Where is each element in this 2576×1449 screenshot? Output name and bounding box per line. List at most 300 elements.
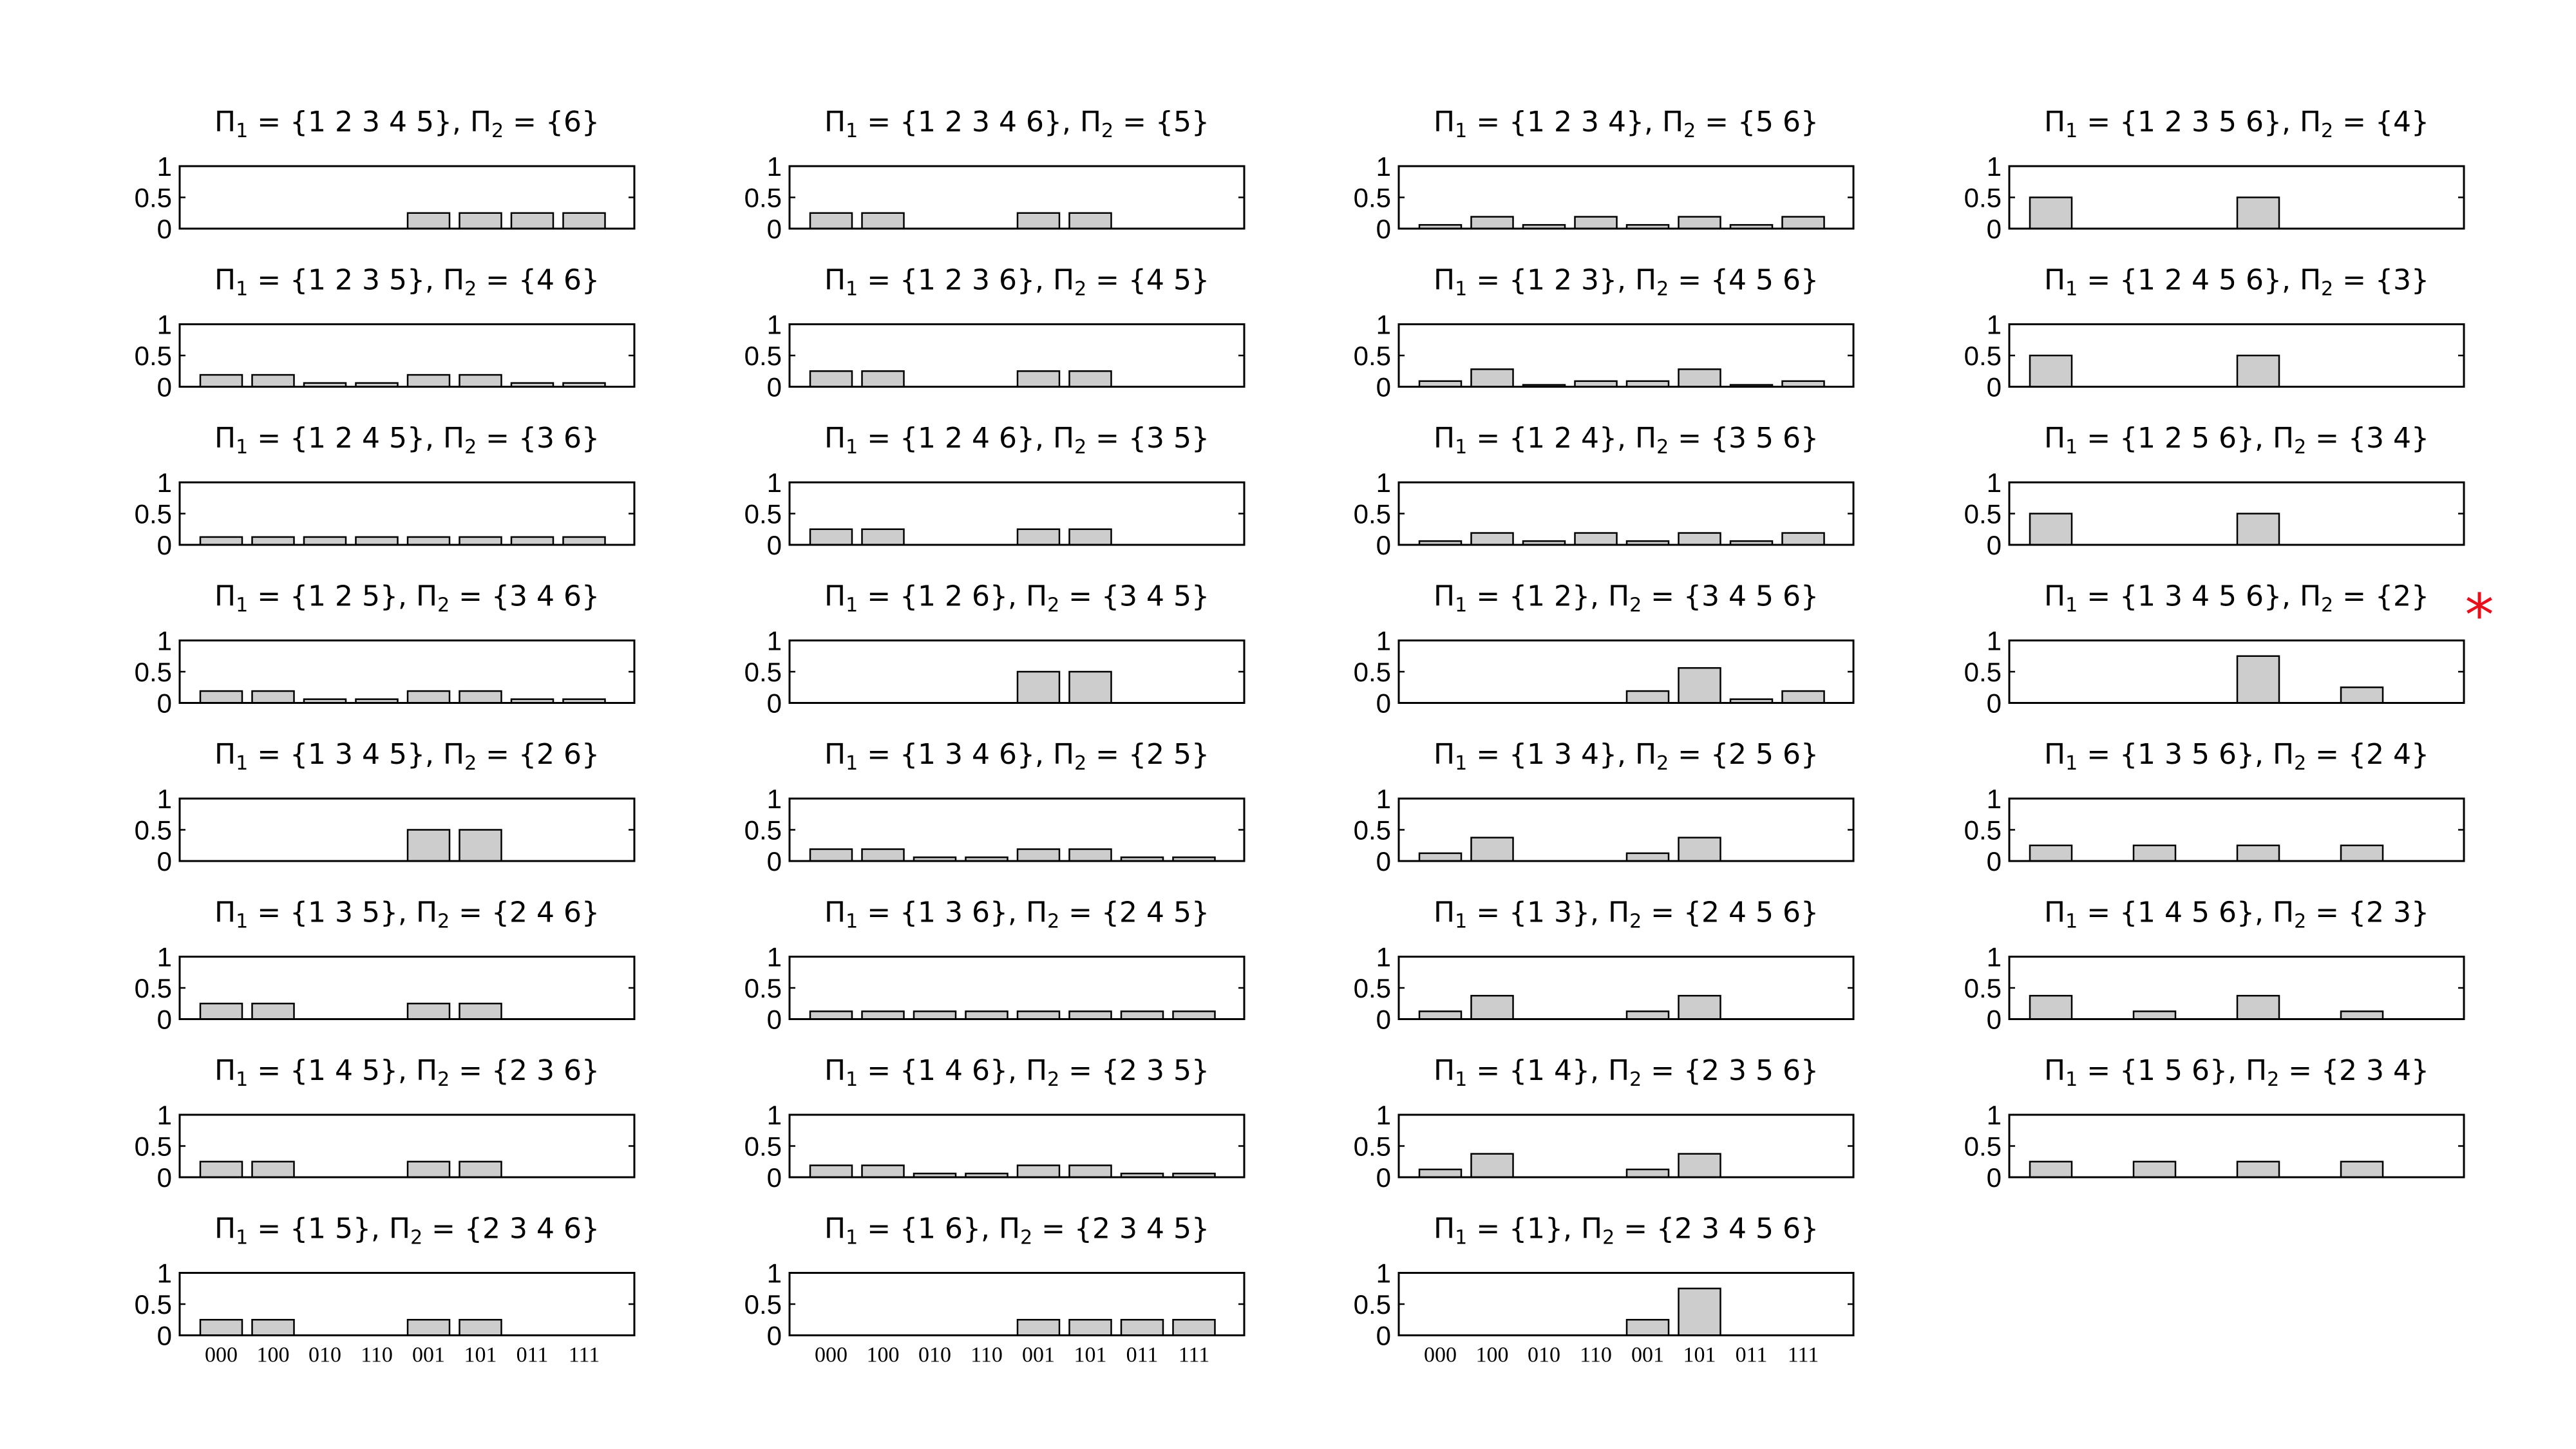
bar-011	[2341, 1162, 2383, 1177]
y-tick-label: 1	[1376, 1100, 1391, 1130]
partition-set: {3 5 6}	[1710, 422, 1819, 455]
bar-001	[1627, 1170, 1669, 1177]
partition-set: {1 5}	[290, 1212, 372, 1245]
partition-set: {1 2 3 6}	[900, 263, 1035, 297]
partition-set: {1 2 3 4 6}	[900, 106, 1062, 138]
y-tick-label: 0	[156, 846, 172, 876]
panel-title: Π1 = {1 2 4}, Π2 = {3 5 6}	[1434, 422, 1819, 459]
y-tick-label: 0.5	[1964, 1131, 2002, 1162]
panel-18	[1354, 264, 1853, 402]
bar-100	[1472, 217, 1513, 229]
bar-010	[304, 537, 346, 545]
y-tick-label: 0	[156, 530, 172, 560]
bar-001	[1627, 1011, 1669, 1019]
bar-010	[914, 1011, 956, 1019]
panel-22	[1354, 896, 1853, 1035]
bar-000	[1419, 1011, 1461, 1019]
partition-set: {2 5 6}	[1710, 738, 1819, 771]
panel-title: Π1 = {1 2 4 6}, Π2 = {3 5}	[824, 422, 1209, 459]
x-tick-label: 011	[1126, 1343, 1159, 1367]
y-tick-label: 0.5	[744, 498, 782, 529]
y-tick-label: 0.5	[1964, 498, 2002, 529]
panel-3	[135, 422, 634, 560]
panel-title: Π1 = {1 4 5 6}, Π2 = {2 3}	[2044, 896, 2429, 933]
y-tick-label: 0	[1376, 214, 1391, 244]
y-tick-label: 1	[766, 784, 782, 814]
partition-set: {2 4 6}	[491, 896, 600, 929]
x-tick-label: 010	[918, 1343, 951, 1367]
bar-101	[1679, 996, 1721, 1019]
panel-20	[1354, 580, 1853, 719]
panel-16	[744, 1213, 1244, 1367]
plot-frame	[1399, 325, 1853, 387]
partition-set: {1 3 5 6}	[2119, 738, 2255, 771]
bar-101	[460, 830, 502, 862]
y-tick-label: 1	[766, 309, 782, 340]
bar-000	[810, 849, 852, 861]
bar-001	[2237, 656, 2279, 703]
panel-title: Π1 = {1 3 4 5 6}, Π2 = {2}	[2044, 580, 2429, 617]
y-tick-label: 0.5	[1353, 815, 1391, 846]
partition-set: {1 2 3 5}	[290, 263, 425, 297]
partition-set: {1 2 5}	[290, 580, 399, 613]
bar-100	[862, 371, 904, 386]
y-tick-label: 1	[1376, 151, 1391, 182]
bar-001	[2237, 846, 2279, 861]
y-tick-label: 0.5	[1353, 182, 1391, 213]
bar-001	[408, 213, 450, 229]
x-tick-label: 110	[361, 1343, 393, 1367]
bar-111	[1173, 1011, 1215, 1019]
panel-19	[1354, 422, 1853, 560]
bar-001	[1018, 529, 1059, 545]
y-tick-label: 0	[1376, 372, 1391, 402]
bar-000	[810, 529, 852, 545]
partition-set: {1 5 6}	[2119, 1054, 2228, 1087]
y-tick-label: 0.5	[744, 182, 782, 213]
bar-100	[252, 1003, 294, 1019]
panel-9	[744, 106, 1244, 244]
partition-set: {2 3 4 5}	[1074, 1212, 1209, 1245]
y-tick-label: 0.5	[744, 1289, 782, 1320]
partition-set: {1 2 6}	[900, 580, 1009, 613]
partition-set: {5}	[1155, 106, 1209, 138]
x-tick-label: 100	[256, 1343, 290, 1367]
y-tick-label: 0	[766, 1004, 782, 1035]
bar-111	[1783, 533, 1824, 545]
y-tick-label: 0.5	[1353, 1131, 1391, 1162]
y-tick-label: 0.5	[134, 1289, 172, 1320]
bar-000	[1419, 1170, 1461, 1177]
panel-title: Π1 = {1 2 3 5 6}, Π2 = {4}	[2044, 106, 2429, 142]
bar-111	[1173, 1320, 1215, 1335]
y-tick-label: 1	[1986, 468, 2002, 498]
y-tick-label: 1	[766, 151, 782, 182]
bar-101	[1070, 213, 1112, 229]
y-tick-label: 0	[766, 1320, 782, 1351]
panel-title: Π1 = {1 2 3 4}, Π2 = {5 6}	[1434, 106, 1819, 142]
panel-title: Π1 = {1 2 6}, Π2 = {3 4 5}	[824, 580, 1209, 617]
y-tick-label: 0	[766, 846, 782, 876]
panel-title: Π1 = {1 3 5 6}, Π2 = {2 4}	[2044, 738, 2429, 775]
bar-001	[408, 537, 450, 545]
bar-000	[2030, 1162, 2072, 1177]
partition-set: {1 6}	[900, 1212, 981, 1245]
y-tick-label: 1	[1376, 784, 1391, 814]
y-tick-label: 0.5	[1964, 815, 2002, 846]
bar-001	[1018, 1166, 1059, 1177]
partition-set: {3 4 5 6}	[1683, 580, 1819, 613]
panel-title: Π1 = {1 2 4 5}, Π2 = {3 6}	[214, 422, 600, 459]
panel-2	[135, 264, 634, 402]
bar-001	[408, 1003, 450, 1019]
panel-title: Π1 = {1 3 4}, Π2 = {2 5 6}	[1434, 738, 1819, 775]
x-tick-label: 111	[568, 1343, 600, 1367]
bar-101	[460, 1162, 502, 1177]
bar-110	[1575, 533, 1617, 545]
x-tick-label: 111	[1787, 1343, 1819, 1367]
bar-100	[862, 849, 904, 861]
panel-title: Π1 = {1 4 5}, Π2 = {2 3 6}	[214, 1054, 600, 1091]
x-tick-label: 001	[412, 1343, 445, 1367]
panel-28	[1964, 580, 2494, 719]
partition-set: {2 3 5}	[1101, 1054, 1209, 1087]
y-tick-label: 1	[1376, 1258, 1391, 1289]
panel-title: Π1 = {1 5}, Π2 = {2 3 4 6}	[214, 1212, 600, 1249]
x-tick-label: 000	[1424, 1343, 1457, 1367]
panel-30	[1964, 896, 2464, 1035]
bar-001	[408, 691, 450, 703]
panel-title: Π1 = {1 4 6}, Π2 = {2 3 5}	[824, 1054, 1209, 1091]
y-tick-label: 0.5	[134, 973, 172, 1003]
bar-100	[1472, 1154, 1513, 1177]
y-tick-label: 0.5	[134, 341, 172, 371]
bar-000	[2030, 514, 2072, 545]
bar-101	[1070, 1166, 1112, 1177]
panel-title: Π1 = {1 3 6}, Π2 = {2 4 5}	[824, 896, 1209, 933]
bar-101	[1070, 1320, 1112, 1335]
partition-set: {2 3 4 5 6}	[1656, 1212, 1819, 1245]
partition-set: {1 4}	[1509, 1054, 1591, 1087]
y-tick-label: 1	[1376, 625, 1391, 656]
y-tick-label: 0.5	[134, 815, 172, 846]
bar-101	[1070, 1011, 1112, 1019]
y-tick-label: 0	[1376, 1320, 1391, 1351]
plot-frame	[790, 957, 1244, 1019]
y-tick-label: 0	[1986, 688, 2002, 719]
y-tick-label: 0.5	[744, 973, 782, 1003]
panel-13	[744, 738, 1244, 876]
x-tick-label: 101	[1074, 1343, 1107, 1367]
bar-101	[1679, 369, 1721, 386]
y-tick-label: 0	[156, 1004, 172, 1035]
partition-set: {1 4 6}	[900, 1054, 1009, 1087]
bar-101	[460, 1320, 502, 1335]
partition-set: {3 5}	[1128, 422, 1209, 455]
y-tick-label: 1	[1986, 151, 2002, 182]
bar-001	[408, 830, 450, 862]
bar-010	[2134, 1162, 2175, 1177]
bar-001	[1018, 1011, 1059, 1019]
partition-set: {1 2 5 6}	[2119, 422, 2255, 455]
y-tick-label: 0	[1986, 1162, 2002, 1193]
highlight-asterisk: *	[2465, 582, 2494, 650]
y-tick-label: 0.5	[1353, 973, 1391, 1003]
y-tick-label: 1	[156, 309, 172, 340]
y-tick-label: 0.5	[1353, 1289, 1391, 1320]
bar-000	[200, 1320, 242, 1335]
partition-set: {1 3 4 5}	[290, 738, 425, 771]
bar-100	[252, 375, 294, 386]
bar-101	[1070, 371, 1112, 386]
partition-set: {2 3 6}	[491, 1054, 600, 1087]
y-tick-label: 0	[1986, 1004, 2002, 1035]
panel-24	[1354, 1213, 1853, 1367]
partition-set: {6}	[545, 106, 600, 138]
y-tick-label: 0.5	[744, 657, 782, 687]
y-tick-label: 1	[766, 1258, 782, 1289]
y-tick-label: 0.5	[744, 341, 782, 371]
bar-101	[460, 537, 502, 545]
x-tick-label: 100	[866, 1343, 900, 1367]
partition-set: {1 3 6}	[900, 896, 1009, 929]
y-tick-label: 0	[1986, 846, 2002, 876]
partition-set: {2 3}	[2348, 896, 2429, 929]
bar-111	[564, 213, 605, 229]
bar-001	[408, 1320, 450, 1335]
y-tick-label: 0.5	[134, 657, 172, 687]
panel-title: Π1 = {1 2}, Π2 = {3 4 5 6}	[1434, 580, 1819, 617]
y-tick-label: 1	[766, 942, 782, 972]
panel-14	[744, 896, 1244, 1035]
bar-101	[460, 375, 502, 386]
x-tick-label: 001	[1022, 1343, 1055, 1367]
y-tick-label: 0.5	[1353, 341, 1391, 371]
panel-title: Π1 = {1 3}, Π2 = {2 4 5 6}	[1434, 896, 1819, 933]
y-tick-label: 1	[1376, 309, 1391, 340]
panel-title: Π1 = {1 2 3 6}, Π2 = {4 5}	[824, 263, 1209, 301]
partition-set: {2 4 5 6}	[1683, 896, 1819, 929]
panel-title: Π1 = {1 3 4 5}, Π2 = {2 6}	[214, 738, 600, 775]
bar-100	[1472, 996, 1513, 1019]
bar-100	[252, 537, 294, 545]
x-tick-label: 101	[1683, 1343, 1716, 1367]
bar-000	[200, 691, 242, 703]
partition-set: {2 6}	[518, 738, 600, 771]
panel-15	[744, 1054, 1244, 1193]
y-tick-label: 0	[156, 214, 172, 244]
bar-000	[810, 213, 852, 229]
bar-001	[1018, 1320, 1059, 1335]
bar-001	[1018, 371, 1059, 386]
y-tick-label: 0	[156, 1162, 172, 1193]
panel-title: Π1 = {1 3 4 6}, Π2 = {2 5}	[824, 738, 1209, 775]
bar-101	[1679, 1154, 1721, 1177]
y-tick-label: 0.5	[134, 498, 172, 529]
panel-8	[135, 1213, 634, 1367]
bar-110	[356, 537, 398, 545]
y-tick-label: 0	[156, 688, 172, 719]
partition-set: {4 5}	[1128, 263, 1209, 297]
panel-1	[135, 106, 634, 244]
bar-001	[1627, 853, 1669, 861]
bar-011	[2341, 846, 2383, 861]
bar-000	[200, 375, 242, 386]
x-tick-label: 010	[1528, 1343, 1560, 1367]
y-tick-label: 0.5	[1964, 657, 2002, 687]
bar-000	[2030, 846, 2072, 861]
panel-23	[1354, 1054, 1853, 1193]
y-tick-label: 1	[156, 468, 172, 498]
partition-set: {3 4 5}	[1101, 580, 1209, 613]
panel-11	[744, 422, 1244, 560]
bar-101	[1679, 533, 1721, 545]
bar-101	[1070, 849, 1112, 861]
panel-25	[1964, 106, 2464, 244]
bar-011	[2341, 1011, 2383, 1019]
y-tick-label: 1	[766, 625, 782, 656]
bar-001	[2237, 996, 2279, 1019]
panel-title: Π1 = {1 2 3 4 6}, Π2 = {5}	[824, 106, 1209, 142]
bar-000	[810, 1166, 852, 1177]
bar-101	[1070, 529, 1112, 545]
panel-title: Π1 = {1 2 4 5 6}, Π2 = {3}	[2044, 263, 2429, 301]
y-tick-label: 0	[1986, 530, 2002, 560]
y-tick-label: 1	[1986, 942, 2002, 972]
x-tick-label: 011	[516, 1343, 549, 1367]
bar-010	[2134, 1011, 2175, 1019]
x-tick-label: 111	[1178, 1343, 1210, 1367]
y-tick-label: 0.5	[134, 182, 172, 213]
partition-set: {3 6}	[518, 422, 600, 455]
bar-000	[200, 1003, 242, 1019]
panel-title: Π1 = {1 2 3}, Π2 = {4 5 6}	[1434, 263, 1819, 301]
y-tick-label: 0.5	[1353, 657, 1391, 687]
panel-6	[135, 896, 634, 1035]
bar-100	[252, 1320, 294, 1335]
y-tick-label: 1	[156, 151, 172, 182]
bar-001	[2237, 198, 2279, 229]
bar-011	[511, 537, 553, 545]
panel-title: Π1 = {1 2 5}, Π2 = {3 4 6}	[214, 580, 600, 617]
y-tick-label: 1	[156, 1258, 172, 1289]
bar-100	[862, 529, 904, 545]
partition-set: {2 3 5 6}	[1683, 1054, 1819, 1087]
plot-frame	[180, 482, 634, 545]
x-tick-label: 000	[815, 1343, 848, 1367]
y-tick-label: 1	[156, 625, 172, 656]
x-tick-label: 001	[1631, 1343, 1664, 1367]
bar-001	[2237, 514, 2279, 545]
bar-111	[1783, 691, 1824, 703]
bar-110	[1575, 217, 1617, 229]
panel-title: Π1 = {1 2 3 4 5}, Π2 = {6}	[214, 106, 600, 142]
partition-set: {1 2 3 4}	[1509, 106, 1644, 138]
bar-000	[2030, 355, 2072, 387]
partition-set: {2 5}	[1128, 738, 1209, 771]
bar-101	[1679, 217, 1721, 229]
partition-set: {4}	[2374, 106, 2429, 138]
bar-100	[252, 1162, 294, 1177]
partition-set: {1 3}	[1509, 896, 1591, 929]
y-tick-label: 0	[766, 214, 782, 244]
x-tick-label: 101	[464, 1343, 497, 1367]
bar-100	[1472, 369, 1513, 386]
bar-100	[252, 691, 294, 703]
partition-set: {1 2}	[1509, 580, 1591, 613]
y-tick-label: 0.5	[744, 1131, 782, 1162]
partition-set: {2 4 5}	[1101, 896, 1209, 929]
y-tick-label: 0.5	[1353, 498, 1391, 529]
x-tick-label: 010	[308, 1343, 341, 1367]
bar-101	[460, 1003, 502, 1019]
bar-100	[862, 1166, 904, 1177]
y-tick-label: 1	[766, 468, 782, 498]
bar-111	[1783, 217, 1824, 229]
y-tick-label: 0	[1376, 1004, 1391, 1035]
bar-110	[966, 1011, 1008, 1019]
x-tick-label: 100	[1475, 1343, 1509, 1367]
partition-set: {1 3 4}	[1509, 738, 1618, 771]
bar-101	[1679, 668, 1721, 703]
bar-100	[1472, 838, 1513, 861]
partition-set: {1}	[1509, 1212, 1564, 1245]
bar-000	[2030, 198, 2072, 229]
bar-101	[460, 213, 502, 229]
y-tick-label: 1	[1376, 468, 1391, 498]
y-tick-label: 1	[1986, 625, 2002, 656]
partition-set: {1 2 4 5 6}	[2119, 263, 2282, 297]
partition-set: {1 4 5}	[290, 1054, 399, 1087]
y-tick-label: 0	[1376, 530, 1391, 560]
panel-title: Π1 = {1 4}, Π2 = {2 3 5 6}	[1434, 1054, 1819, 1091]
partition-set: {3 4 6}	[491, 580, 600, 613]
partition-set: {1 2 3}	[1509, 263, 1618, 297]
y-tick-label: 1	[1986, 309, 2002, 340]
bar-000	[2030, 996, 2072, 1019]
y-tick-label: 0	[1376, 688, 1391, 719]
x-tick-label: 110	[971, 1343, 1003, 1367]
y-tick-label: 0.5	[1964, 341, 2002, 371]
bar-101	[460, 691, 502, 703]
y-tick-label: 0.5	[744, 815, 782, 846]
x-tick-label: 011	[1735, 1343, 1768, 1367]
partition-set: {1 4 5 6}	[2119, 896, 2255, 929]
y-tick-label: 0	[1986, 372, 2002, 402]
panel-title: Π1 = {1 6}, Π2 = {2 3 4 5}	[824, 1212, 1209, 1249]
bar-011	[1121, 1011, 1163, 1019]
bar-000	[200, 537, 242, 545]
partition-set: {1 3 4 5 6}	[2119, 580, 2282, 613]
y-tick-label: 0.5	[1964, 973, 2002, 1003]
plot-frame	[1399, 957, 1853, 1019]
panel-26	[1964, 264, 2464, 402]
partition-set: {2 3 4 6}	[464, 1212, 600, 1245]
panel-10	[744, 264, 1244, 402]
bar-000	[200, 1162, 242, 1177]
x-tick-label: 110	[1580, 1343, 1612, 1367]
bar-001	[1627, 1320, 1669, 1335]
panel-31	[1964, 1054, 2464, 1193]
panel-title: Π1 = {1 5 6}, Π2 = {2 3 4}	[2044, 1054, 2429, 1091]
bar-001	[1627, 691, 1669, 703]
panel-5	[135, 738, 634, 876]
y-tick-label: 1	[156, 942, 172, 972]
y-tick-label: 1	[156, 784, 172, 814]
partition-set: {3}	[2374, 263, 2429, 297]
y-tick-label: 0	[1986, 214, 2002, 244]
bar-101	[1070, 672, 1112, 703]
